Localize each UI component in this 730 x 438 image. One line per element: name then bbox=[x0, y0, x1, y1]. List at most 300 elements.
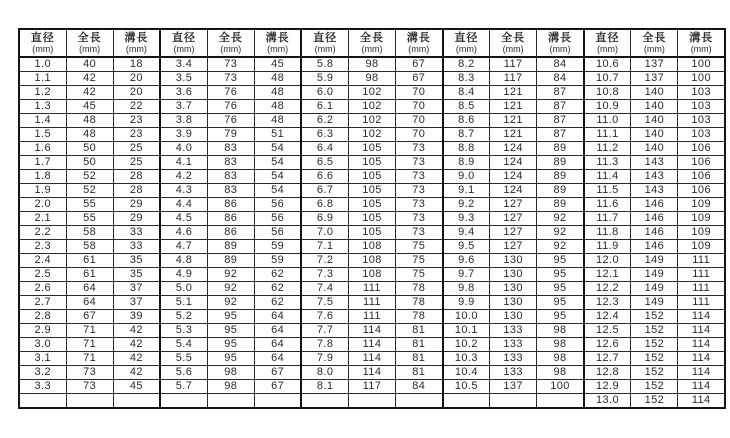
table-cell: 73 bbox=[396, 198, 443, 212]
table-cell: 54 bbox=[254, 184, 301, 198]
table-cell: 7.9 bbox=[301, 352, 348, 366]
table-cell: 102 bbox=[348, 114, 395, 128]
table-cell: 5.6 bbox=[160, 366, 207, 380]
table-cell: 81 bbox=[396, 352, 443, 366]
table-cell: 35 bbox=[113, 268, 160, 282]
table-header bbox=[19, 29, 725, 57]
table-cell: 89 bbox=[537, 170, 584, 184]
table-cell: 20 bbox=[113, 86, 160, 100]
table-cell: 95 bbox=[537, 282, 584, 296]
column-header-unit: (mm) bbox=[125, 43, 147, 54]
column-header-label: 直径 bbox=[30, 32, 55, 45]
table-cell: 3.3 bbox=[19, 380, 66, 394]
table-cell: 86 bbox=[207, 212, 254, 226]
table-cell: 50 bbox=[66, 142, 113, 156]
table-cell: 81 bbox=[396, 324, 443, 338]
table-cell: 95 bbox=[537, 254, 584, 268]
table-cell: 61 bbox=[66, 268, 113, 282]
table-body bbox=[19, 57, 725, 408]
table-cell: 2.6 bbox=[19, 282, 66, 296]
table-cell: 4.2 bbox=[160, 170, 207, 184]
table-cell: 130 bbox=[490, 268, 537, 282]
column-header-unit: (mm) bbox=[220, 43, 242, 54]
column-header-unit: (mm) bbox=[79, 43, 101, 54]
table-row bbox=[19, 380, 725, 394]
table-cell: 6.6 bbox=[301, 170, 348, 184]
table-cell: 5.4 bbox=[160, 338, 207, 352]
table-cell: 70 bbox=[396, 128, 443, 142]
column-header-diameter bbox=[584, 29, 631, 57]
table-cell: 1.8 bbox=[19, 170, 66, 184]
column-header-label: 全長 bbox=[359, 32, 384, 45]
table-cell: 3.5 bbox=[160, 72, 207, 86]
table-cell: 105 bbox=[348, 198, 395, 212]
table-cell: 70 bbox=[396, 86, 443, 100]
table-cell: 98 bbox=[537, 366, 584, 380]
table-cell bbox=[490, 394, 537, 409]
table-cell: 117 bbox=[490, 72, 537, 86]
table-row bbox=[19, 324, 725, 338]
table-cell: 54 bbox=[254, 156, 301, 170]
table-cell: 56 bbox=[254, 198, 301, 212]
column-header-flute-length bbox=[678, 29, 725, 57]
table-cell: 58 bbox=[66, 240, 113, 254]
table-cell: 6.9 bbox=[301, 212, 348, 226]
column-header-unit: (mm) bbox=[690, 43, 712, 54]
table-cell: 86 bbox=[207, 198, 254, 212]
table-cell: 95 bbox=[207, 310, 254, 324]
table-row bbox=[19, 268, 725, 282]
table-cell: 10.4 bbox=[443, 366, 490, 380]
table-cell: 105 bbox=[348, 226, 395, 240]
table-cell: 62 bbox=[254, 296, 301, 310]
table-row bbox=[19, 352, 725, 366]
table-cell: 5.7 bbox=[160, 380, 207, 394]
table-cell: 4.3 bbox=[160, 184, 207, 198]
table-cell: 2.3 bbox=[19, 240, 66, 254]
table-cell: 50 bbox=[66, 156, 113, 170]
table-cell: 48 bbox=[66, 114, 113, 128]
table-cell: 1.1 bbox=[19, 72, 66, 86]
column-header-label: 溝長 bbox=[124, 32, 149, 45]
column-header-overall-length bbox=[66, 29, 113, 57]
table-cell: 11.5 bbox=[584, 184, 631, 198]
table-cell: 7.4 bbox=[301, 282, 348, 296]
table-cell: 121 bbox=[490, 86, 537, 100]
column-header-unit: (mm) bbox=[32, 43, 54, 54]
table-cell: 76 bbox=[207, 100, 254, 114]
table-cell: 4.0 bbox=[160, 142, 207, 156]
table-cell: 98 bbox=[537, 324, 584, 338]
table-row bbox=[19, 142, 725, 156]
table-cell: 7.3 bbox=[301, 268, 348, 282]
table-cell: 95 bbox=[537, 310, 584, 324]
table-cell: 98 bbox=[348, 72, 395, 86]
table-cell: 11.9 bbox=[584, 240, 631, 254]
column-header-label: 全長 bbox=[642, 32, 667, 45]
table-cell: 92 bbox=[537, 226, 584, 240]
column-header-unit: (mm) bbox=[643, 43, 665, 54]
column-header-flute-length bbox=[254, 29, 301, 57]
table-cell: 42 bbox=[66, 86, 113, 100]
table-cell: 11.2 bbox=[584, 142, 631, 156]
table-cell: 6.0 bbox=[301, 86, 348, 100]
table-cell: 5.9 bbox=[301, 72, 348, 86]
table-cell: 114 bbox=[678, 352, 725, 366]
table-cell: 9.7 bbox=[443, 268, 490, 282]
table-cell: 98 bbox=[207, 366, 254, 380]
table-cell: 81 bbox=[396, 338, 443, 352]
table-cell: 143 bbox=[631, 184, 678, 198]
table-cell: 149 bbox=[631, 282, 678, 296]
table-cell: 102 bbox=[348, 86, 395, 100]
table-cell: 89 bbox=[537, 156, 584, 170]
table-cell: 105 bbox=[348, 170, 395, 184]
table-cell: 8.2 bbox=[443, 57, 490, 72]
table-cell: 67 bbox=[396, 57, 443, 72]
table-cell: 146 bbox=[631, 198, 678, 212]
table-cell: 42 bbox=[66, 72, 113, 86]
table-cell: 11.0 bbox=[584, 114, 631, 128]
table-cell: 8.3 bbox=[443, 72, 490, 86]
table-cell: 111 bbox=[348, 296, 395, 310]
table-cell: 12.1 bbox=[584, 268, 631, 282]
table-cell: 86 bbox=[207, 226, 254, 240]
table-cell: 56 bbox=[254, 212, 301, 226]
table-row bbox=[19, 310, 725, 324]
table-cell: 39 bbox=[113, 310, 160, 324]
table-cell: 133 bbox=[490, 366, 537, 380]
table-cell: 5.1 bbox=[160, 296, 207, 310]
table-cell: 10.7 bbox=[584, 72, 631, 86]
table-cell: 6.1 bbox=[301, 100, 348, 114]
table-cell: 64 bbox=[66, 296, 113, 310]
table-cell: 111 bbox=[678, 268, 725, 282]
column-header-diameter bbox=[19, 29, 66, 57]
column-header-unit: (mm) bbox=[408, 43, 430, 54]
table-cell: 75 bbox=[396, 254, 443, 268]
table-cell: 105 bbox=[348, 184, 395, 198]
table-cell: 111 bbox=[348, 282, 395, 296]
table-cell bbox=[443, 394, 490, 409]
table-cell: 146 bbox=[631, 240, 678, 254]
table-cell: 8.9 bbox=[443, 156, 490, 170]
table-cell: 9.8 bbox=[443, 282, 490, 296]
table-cell: 83 bbox=[207, 156, 254, 170]
table-cell: 92 bbox=[207, 282, 254, 296]
table-row bbox=[19, 338, 725, 352]
table-cell: 111 bbox=[678, 254, 725, 268]
table-cell: 106 bbox=[678, 170, 725, 184]
table-cell: 3.1 bbox=[19, 352, 66, 366]
table-cell: 8.7 bbox=[443, 128, 490, 142]
table-cell: 62 bbox=[254, 282, 301, 296]
table-cell: 137 bbox=[490, 380, 537, 394]
table-cell: 71 bbox=[66, 352, 113, 366]
table-cell: 84 bbox=[537, 72, 584, 86]
table-cell: 9.5 bbox=[443, 240, 490, 254]
table-cell: 73 bbox=[396, 156, 443, 170]
table-cell bbox=[207, 394, 254, 409]
table-cell: 102 bbox=[348, 128, 395, 142]
column-header-flute-length bbox=[113, 29, 160, 57]
table-cell: 98 bbox=[207, 380, 254, 394]
table-cell: 55 bbox=[66, 212, 113, 226]
table-cell: 73 bbox=[396, 184, 443, 198]
table-cell bbox=[19, 394, 66, 409]
table-row bbox=[19, 282, 725, 296]
table-cell: 108 bbox=[348, 254, 395, 268]
table-row bbox=[19, 296, 725, 310]
table-cell bbox=[348, 394, 395, 409]
table-cell: 48 bbox=[254, 114, 301, 128]
table-cell: 108 bbox=[348, 240, 395, 254]
table-cell: 6.8 bbox=[301, 198, 348, 212]
column-header-label: 全長 bbox=[218, 32, 243, 45]
table-cell: 59 bbox=[254, 254, 301, 268]
table-row bbox=[19, 128, 725, 142]
table-cell: 149 bbox=[631, 296, 678, 310]
table-cell: 9.6 bbox=[443, 254, 490, 268]
table-cell: 7.1 bbox=[301, 240, 348, 254]
table-row bbox=[19, 184, 725, 198]
table-cell: 117 bbox=[348, 380, 395, 394]
table-cell: 2.7 bbox=[19, 296, 66, 310]
table-cell: 28 bbox=[113, 170, 160, 184]
table-cell: 100 bbox=[678, 57, 725, 72]
table-cell: 67 bbox=[254, 366, 301, 380]
table-cell: 114 bbox=[348, 366, 395, 380]
column-header-unit: (mm) bbox=[267, 43, 289, 54]
table-cell: 6.5 bbox=[301, 156, 348, 170]
table-cell: 12.0 bbox=[584, 254, 631, 268]
table-cell: 52 bbox=[66, 184, 113, 198]
table-cell: 64 bbox=[254, 324, 301, 338]
table-cell: 146 bbox=[631, 212, 678, 226]
table-cell: 76 bbox=[207, 86, 254, 100]
table-cell: 152 bbox=[631, 366, 678, 380]
table-cell: 8.1 bbox=[301, 380, 348, 394]
column-header-label: 溝長 bbox=[265, 32, 290, 45]
table-cell: 1.5 bbox=[19, 128, 66, 142]
column-header-unit: (mm) bbox=[597, 43, 619, 54]
table-cell: 114 bbox=[678, 338, 725, 352]
table-cell: 73 bbox=[66, 366, 113, 380]
table-cell: 114 bbox=[348, 352, 395, 366]
column-header-unit: (mm) bbox=[502, 43, 524, 54]
table-cell: 84 bbox=[537, 57, 584, 72]
table-cell: 5.5 bbox=[160, 352, 207, 366]
column-header-overall-length bbox=[490, 29, 537, 57]
table-cell: 143 bbox=[631, 156, 678, 170]
table-cell: 2.9 bbox=[19, 324, 66, 338]
table-row bbox=[19, 170, 725, 184]
table-cell: 3.4 bbox=[160, 57, 207, 72]
table-cell: 7.0 bbox=[301, 226, 348, 240]
table-cell: 130 bbox=[490, 282, 537, 296]
table-cell: 2.5 bbox=[19, 268, 66, 282]
table-row bbox=[19, 366, 725, 380]
table-cell: 79 bbox=[207, 128, 254, 142]
table-cell: 89 bbox=[537, 184, 584, 198]
table-cell: 2.8 bbox=[19, 310, 66, 324]
table-cell: 111 bbox=[678, 282, 725, 296]
table-cell bbox=[113, 394, 160, 409]
table-cell: 149 bbox=[631, 268, 678, 282]
table-cell: 124 bbox=[490, 184, 537, 198]
column-header-unit: (mm) bbox=[314, 43, 336, 54]
table-header-row bbox=[19, 29, 725, 57]
table-cell: 6.3 bbox=[301, 128, 348, 142]
table-cell: 29 bbox=[113, 212, 160, 226]
table-cell: 4.7 bbox=[160, 240, 207, 254]
table-row bbox=[19, 226, 725, 240]
table-cell: 78 bbox=[396, 282, 443, 296]
table-cell: 152 bbox=[631, 352, 678, 366]
table-cell: 140 bbox=[631, 142, 678, 156]
table-cell: 71 bbox=[66, 324, 113, 338]
table-cell: 59 bbox=[254, 240, 301, 254]
table-cell: 89 bbox=[537, 198, 584, 212]
table-cell: 140 bbox=[631, 114, 678, 128]
table-cell: 133 bbox=[490, 338, 537, 352]
table-cell: 2.1 bbox=[19, 212, 66, 226]
table-cell: 1.0 bbox=[19, 57, 66, 72]
table-cell: 114 bbox=[348, 338, 395, 352]
table-cell: 12.4 bbox=[584, 310, 631, 324]
table-cell: 23 bbox=[113, 128, 160, 142]
table-cell: 127 bbox=[490, 226, 537, 240]
table-cell: 106 bbox=[678, 142, 725, 156]
table-cell bbox=[66, 394, 113, 409]
table-cell: 13.0 bbox=[584, 394, 631, 409]
table-row bbox=[19, 240, 725, 254]
table-cell: 48 bbox=[254, 72, 301, 86]
table-cell: 25 bbox=[113, 142, 160, 156]
table-cell: 4.6 bbox=[160, 226, 207, 240]
table-cell: 10.9 bbox=[584, 100, 631, 114]
table-cell: 140 bbox=[631, 100, 678, 114]
table-cell: 55 bbox=[66, 198, 113, 212]
table-cell: 1.4 bbox=[19, 114, 66, 128]
table-cell: 3.0 bbox=[19, 338, 66, 352]
table-cell: 42 bbox=[113, 366, 160, 380]
table-cell: 11.4 bbox=[584, 170, 631, 184]
table-cell: 130 bbox=[490, 296, 537, 310]
table-cell: 92 bbox=[207, 296, 254, 310]
table-cell: 62 bbox=[254, 268, 301, 282]
column-header-overall-length bbox=[348, 29, 395, 57]
table-cell: 95 bbox=[537, 296, 584, 310]
table-cell: 124 bbox=[490, 170, 537, 184]
table-cell: 4.5 bbox=[160, 212, 207, 226]
column-header-label: 溝長 bbox=[406, 32, 431, 45]
table-cell: 64 bbox=[254, 310, 301, 324]
table-cell: 105 bbox=[348, 212, 395, 226]
table-cell: 52 bbox=[66, 170, 113, 184]
table-cell: 33 bbox=[113, 226, 160, 240]
table-cell: 73 bbox=[396, 170, 443, 184]
table-cell bbox=[301, 394, 348, 409]
table-cell: 10.2 bbox=[443, 338, 490, 352]
table-cell: 9.3 bbox=[443, 212, 490, 226]
table-cell: 127 bbox=[490, 240, 537, 254]
table-row bbox=[19, 86, 725, 100]
table-cell bbox=[396, 394, 443, 409]
table-cell: 1.6 bbox=[19, 142, 66, 156]
table-cell: 12.9 bbox=[584, 380, 631, 394]
table-row bbox=[19, 72, 725, 86]
table-cell: 83 bbox=[207, 142, 254, 156]
table-cell: 89 bbox=[207, 240, 254, 254]
table-cell: 89 bbox=[207, 254, 254, 268]
table-cell: 105 bbox=[348, 156, 395, 170]
table-cell: 109 bbox=[678, 226, 725, 240]
table-cell: 22 bbox=[113, 100, 160, 114]
table-cell: 78 bbox=[396, 296, 443, 310]
table-cell: 5.8 bbox=[301, 57, 348, 72]
table-cell: 1.9 bbox=[19, 184, 66, 198]
table-cell: 121 bbox=[490, 100, 537, 114]
column-header-label: 全長 bbox=[77, 32, 102, 45]
table-cell: 71 bbox=[66, 338, 113, 352]
table-cell: 54 bbox=[254, 170, 301, 184]
table-cell: 73 bbox=[396, 226, 443, 240]
table-cell: 83 bbox=[207, 184, 254, 198]
table-cell: 42 bbox=[113, 338, 160, 352]
table-cell bbox=[254, 394, 301, 409]
table-cell: 1.7 bbox=[19, 156, 66, 170]
table-cell: 133 bbox=[490, 352, 537, 366]
drill-size-table bbox=[18, 28, 726, 409]
table-cell: 12.7 bbox=[584, 352, 631, 366]
table-cell: 103 bbox=[678, 100, 725, 114]
table-cell: 114 bbox=[678, 310, 725, 324]
table-cell: 12.3 bbox=[584, 296, 631, 310]
table-cell: 6.2 bbox=[301, 114, 348, 128]
column-header-unit: (mm) bbox=[173, 43, 195, 54]
table-cell: 67 bbox=[66, 310, 113, 324]
table-cell: 25 bbox=[113, 156, 160, 170]
table-cell: 10.1 bbox=[443, 324, 490, 338]
column-header-unit: (mm) bbox=[455, 43, 477, 54]
table-cell: 111 bbox=[678, 296, 725, 310]
table-cell: 5.0 bbox=[160, 282, 207, 296]
table-cell: 2.4 bbox=[19, 254, 66, 268]
table-cell: 95 bbox=[207, 338, 254, 352]
table-cell: 87 bbox=[537, 114, 584, 128]
table-cell: 73 bbox=[207, 72, 254, 86]
table-cell: 103 bbox=[678, 86, 725, 100]
table-cell bbox=[160, 394, 207, 409]
table-cell: 58 bbox=[66, 226, 113, 240]
table-cell: 10.5 bbox=[443, 380, 490, 394]
table-row bbox=[19, 198, 725, 212]
table-cell: 3.9 bbox=[160, 128, 207, 142]
table-row bbox=[19, 114, 725, 128]
table-cell: 7.6 bbox=[301, 310, 348, 324]
table-cell: 1.2 bbox=[19, 86, 66, 100]
table-cell: 75 bbox=[396, 240, 443, 254]
table-cell: 108 bbox=[348, 268, 395, 282]
column-header-diameter bbox=[160, 29, 207, 57]
table-cell: 8.5 bbox=[443, 100, 490, 114]
table-cell: 64 bbox=[66, 282, 113, 296]
table-cell: 149 bbox=[631, 254, 678, 268]
table-cell: 9.0 bbox=[443, 170, 490, 184]
table-cell: 9.2 bbox=[443, 198, 490, 212]
table-cell: 12.5 bbox=[584, 324, 631, 338]
